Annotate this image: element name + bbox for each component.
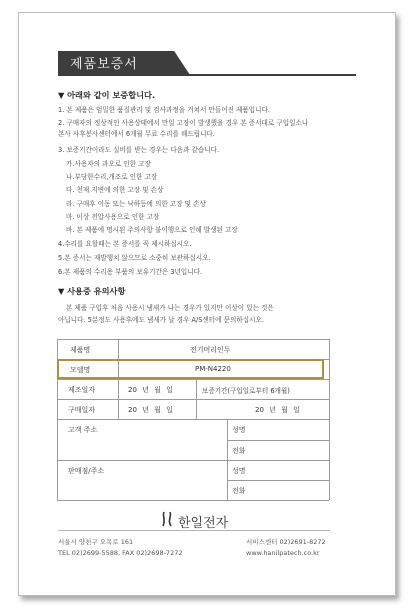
warranty-line-6: 6.본 제품의 수리용 부품의 보유기간은 3년입니다. (58, 268, 203, 276)
footer-tel: TEL 02)2699-5588, FAX 02)2698-7272 (58, 549, 183, 557)
footer-address: 서울시 양천구 오목로 161 (58, 538, 134, 546)
footer-service: 서비스센터 02)2691-8272 (246, 538, 326, 546)
footer-divider (58, 530, 330, 531)
footer-website: www.hanilpatech.co.kr (246, 549, 320, 557)
warranty-item-ba: 바. 본 제품에 명시된 주의사항 불이행으로 인해 발생된 고장 (66, 226, 238, 234)
purchase-date-label: 구매일자 (68, 406, 96, 414)
warranty-line-3: 3. 보증기간이라도 실비를 받는 경우는 다음과 같습니다. (58, 146, 220, 154)
store-phone-label: 전화 (232, 487, 246, 495)
mfg-date-label: 제조일자 (68, 386, 96, 394)
store-name-label: 성명 (232, 467, 246, 475)
brand-logo (160, 511, 228, 531)
brand-mark-icon (160, 511, 174, 531)
customer-name-label: 성명 (232, 426, 246, 434)
warranty-date-value: 20 년 월 일 (255, 406, 300, 414)
caution-line-2: 아닙니다. 5분정도 사용후에도 냄새가 날 경우 A/S센터에 문의하십시오. (58, 316, 264, 324)
warranty-line-2b: 본사 사후봉사센터에서 6개월 무료 수리를 해드립니다. (58, 130, 215, 138)
warranty-line-2: 2. 구매자의 정상적인 사용상태에서 만일 고장이 발생했을 경우 본 증서대로 구입일소나 (58, 119, 309, 127)
section-heading-caution: ▼ 사용중 유의사항 (58, 286, 126, 296)
warranty-line-5: 5.본 증서는 재발행치 않으므로 소중히 보관하십시오. (58, 254, 211, 262)
title-underline (58, 74, 356, 76)
purchase-date-value: 20 년 월 일 (128, 406, 173, 414)
mfg-date-value: 20 년 월 일 (128, 386, 173, 394)
warranty-period-label: 보증기간(구입일로부터 6개월) (202, 387, 290, 395)
customer-address-label: 고객 주소 (68, 426, 98, 434)
warranty-item-na: 나.부당한수리,개조로 인한 고장 (66, 173, 158, 181)
product-name-label: 제품명 (70, 346, 91, 354)
warranty-item-da: 다. 천재 지변에 의한 고장 및 손상 (66, 186, 164, 194)
model-value: PM-N4220 (195, 365, 231, 373)
warranty-line-1: 1. 본 제품은 엄밀한 품질관리 및 검사과정을 거쳐서 만들어진 제품입니다. (58, 106, 270, 114)
brand-name: 한일전자 (178, 515, 229, 531)
warranty-item-ra: 라. 구매후 이동 또는 낙하등에 의한 고장 및 손상 (66, 200, 206, 208)
model-label: 모델명 (70, 366, 91, 374)
warranty-item-ma: 마. 이상 전압사용으로 인한 고장 (66, 213, 160, 221)
customer-phone-label: 전화 (232, 447, 246, 455)
model-row-highlight (57, 359, 324, 379)
caution-line-1: 본 제품 구입후 처음 사용시 냄새가 나는 경우가 있지만 이상이 있는 것은 (66, 304, 274, 312)
product-name-value: 전기머리인두 (190, 346, 231, 354)
store-address-label: 판매점/주소 (68, 467, 105, 475)
warranty-item-ga: 가.사용자의 과오로 인한 고장 (66, 160, 151, 168)
page-title: 제품보증서 (70, 57, 138, 72)
section-heading-warranty: ▼ 아래와 같이 보증합니다. (58, 90, 156, 100)
warranty-line-4: 4.수리를 요할때는 본 증서를 꼭 제시하십시오. (58, 240, 192, 248)
